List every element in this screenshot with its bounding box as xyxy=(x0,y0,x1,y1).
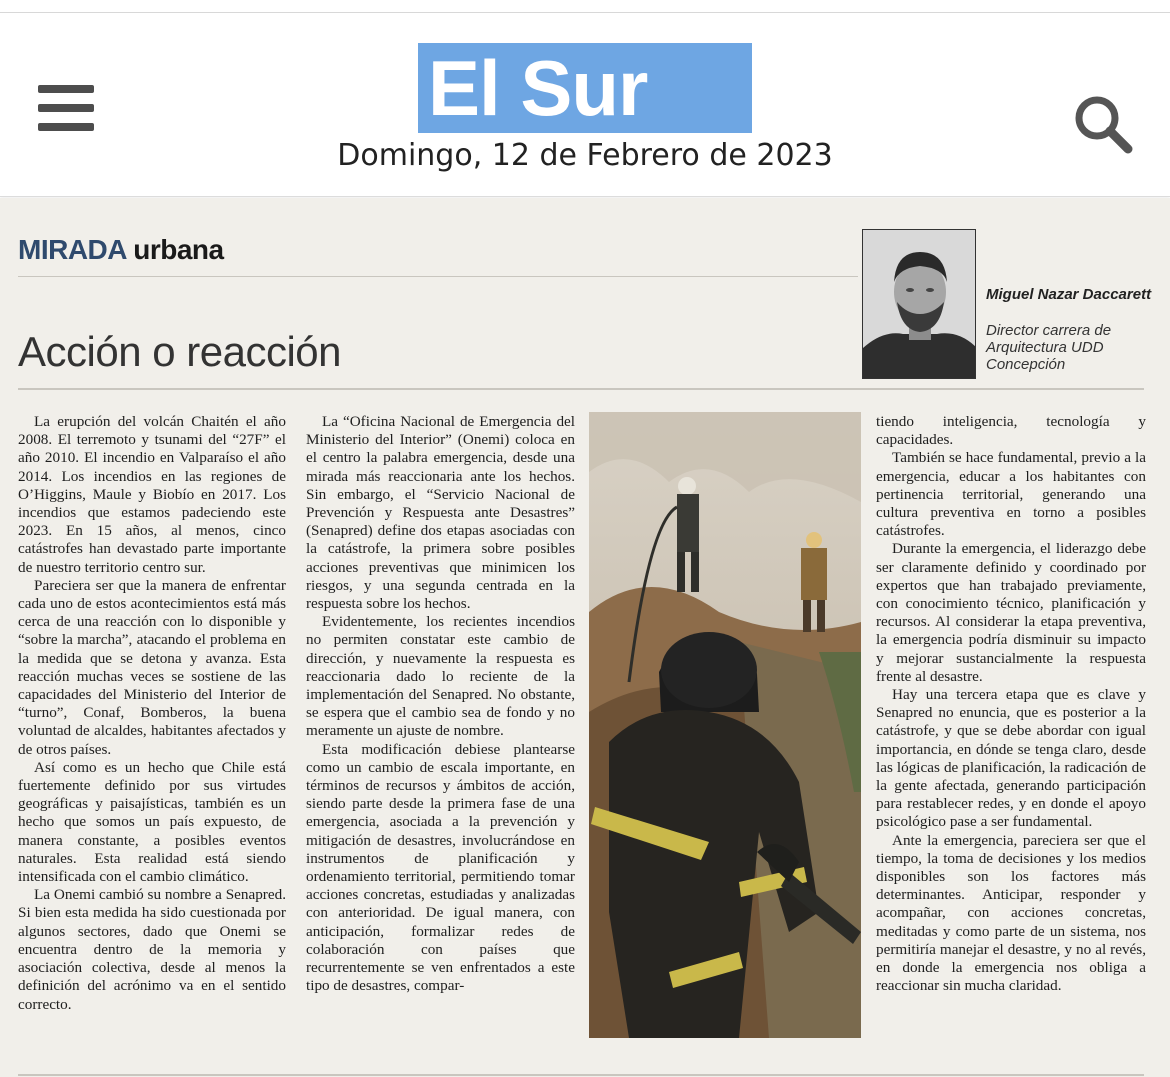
author-name: Miguel Nazar Daccarett xyxy=(986,286,1152,303)
author-photo xyxy=(862,229,976,379)
paragraph: Así como es un hecho que Chile está fuertemente definido por sus virtudes geográficas y paisajísticas, también es un hecho que somos un país expuesto, de manera constante, a posibles eventos naturales. Esta realidad está siendo intensificada con el cambio climático. xyxy=(18,758,286,886)
paragraph: Evidentemente, los recientes incendios no permiten constatar este cambio de dirección, y nuevamente la respuesta es reaccionaria dado lo reciente de la implementación del Senapred. No obstante, se espera que el cambio sea de fondo y no meramente un ajuste de nombre. xyxy=(306,613,575,740)
divider xyxy=(18,276,858,277)
paragraph: Hay una tercera etapa que es clave y Senapred no enuncia, que es posterior a la catástrofe, y que se debe abordar con igual importancia, en dónde se tenga claro, desde las lógicas de planificación, la radicación de la gente afectada, generando participación para restablecer redes, y en donde el apoyo psicológico pase a ser fundamental. xyxy=(876,686,1146,831)
edition-date: Domingo, 12 de Febrero de 2023 xyxy=(337,138,833,173)
site-header xyxy=(0,13,1170,197)
divider xyxy=(18,1074,1144,1076)
paragraph: También se hace fundamental, previo a la emergencia, educar a los habitantes con pertinencia territorial, generando una cultura preventiva en torno a posibles catástrofes. xyxy=(876,449,1146,540)
section-label-mirada: MIRADA xyxy=(18,234,126,265)
section-label-urbana: urbana xyxy=(133,234,224,265)
author-role: Director carrera de Arquitectura UDD Concepción xyxy=(986,322,1112,373)
paragraph: La “Oficina Nacional de Emergencia del Ministerio del Interior” (Onemi) coloca en el centro la palabra emergencia, desde una mirada más reaccionaria ante los hechos. Sin embargo, el “Servicio Nacional de Prevención y Respuesta ante Desastres” (Senapred) define dos etapas asociadas con la catástrofe, la primera sobre posibles acciones preventivas que minimicen los riesgos, y una segunda centrada en la respuesta sobre los hechos. xyxy=(306,413,575,613)
article-column-2 xyxy=(306,413,575,996)
paragraph: La Onemi cambió su nombre a Senapred. Si bien esta medida ha sido cuestionada por algunos sectores, dado que Onemi se encuentra dentro de la memoria y asociación colectiva, desde al menos la definición del acrónimo va en el sentido correcto. xyxy=(18,886,286,1013)
section-label xyxy=(18,234,224,266)
paragraph: Pareciera ser que la manera de enfrentar cada uno de estos acontecimientos está más cerca de una reacción con lo disponible y “sobre la marcha”, atacando el problema en la medida que se detona y avanza. Esta reacción muchas veces se sostiene de las capacidades del Ministerio del Interior de “turno”, Conaf, Bomberos, la buena voluntad de alcaldes, habitantes afectados y de otros países. xyxy=(18,576,286,758)
divider xyxy=(18,388,1144,390)
paragraph: tiendo inteligencia, tecnología y capacidades. xyxy=(876,413,1146,449)
paragraph: La erupción del volcán Chaitén el año 2008. El terremoto y tsunami del “27F” el año 2010. El incendio en Valparaíso el año 2014. Los incendios en las regiones de O’Higgins, Maule y Biobío en 2017. Los incendios que estamos padeciendo este 2023. En 15 años, al menos, cinco catástrofes han devastado parte importante de nuestro territorio centro sur. xyxy=(18,413,286,576)
paragraph: Durante la emergencia, el liderazgo debe ser claramente definido y coordinado por expertos que han trabajado previamente, con conocimiento técnico, planificación y recursos. Al considerar la etapa preventiva, la emergencia podría disminuir su impacto y mejorar sustancialmente la respuesta frente al desastre. xyxy=(876,540,1146,685)
article-column-1 xyxy=(18,413,286,1014)
firefighters-photo xyxy=(589,412,861,1038)
search-icon[interactable] xyxy=(1072,93,1134,155)
paragraph: Ante la emergencia, pareciera ser que el tiempo, la toma de decisiones y los medios disponibles son los factores más determinantes. Anticipar, responder y acompañar, con acciones concretas, meditadas y como parte de un sistema, nos permitiría manejar el desastre, y no al revés, en donde la emergencia nos obliga a reaccionar sin mucha claridad. xyxy=(876,831,1146,995)
paragraph: Esta modificación debiese plantearse como un cambio de escala importante, en términos de recursos y ámbitos de acción, siendo parte desde la primera fase de una emergencia, asociada a la prevención y mitigación de desastres, involucrándose en instrumentos de planificación y ordenamiento territorial, permitiendo tomar acciones concretas, estudiadas y analizadas con anterioridad. De igual manera, con anticipación, formalizar redes de colaboración con países que recurrentemente se ven enfrentados a este tipo de desastres, compar- xyxy=(306,740,575,995)
hamburger-menu-icon[interactable] xyxy=(38,85,94,131)
article-column-3 xyxy=(876,413,1146,996)
site-logo[interactable]: El Sur xyxy=(418,43,752,133)
article-headline: Acción o reacción xyxy=(18,328,342,375)
